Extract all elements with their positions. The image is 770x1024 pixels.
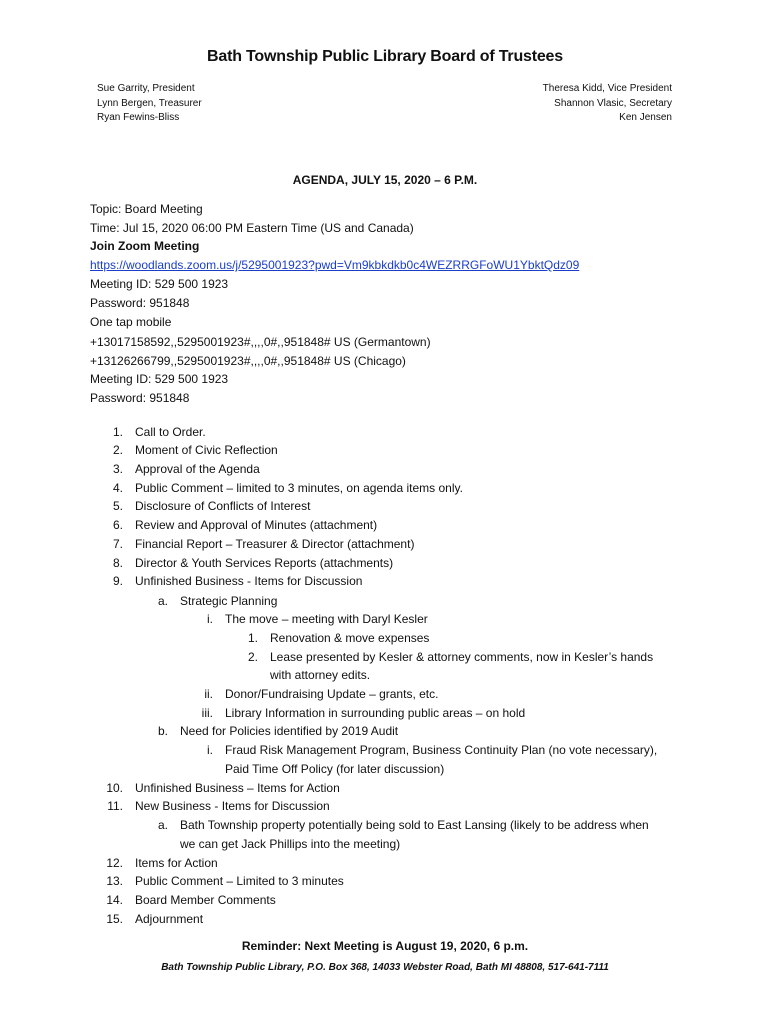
- agenda-item-number: 12.: [106, 856, 123, 870]
- sub-item-letter: a.: [157, 594, 168, 608]
- officers-left: [97, 82, 202, 126]
- document-title: Bath Township Public Library Board of Trustees: [207, 48, 563, 65]
- sub-item: Bath Township property potentially being sold to East Lansing (likely to be address when: [180, 818, 649, 832]
- sub-sub-item-continuation: with attorney edits.: [270, 668, 371, 682]
- agenda-item: Board Member Comments: [135, 893, 276, 907]
- agenda-item-number: 1.: [112, 425, 123, 439]
- agenda-item: Call to Order.: [135, 425, 206, 439]
- sub-item: Library Information in surrounding public areas – on hold: [225, 706, 526, 720]
- agenda-item-number: 10.: [106, 781, 123, 795]
- sub-item: Need for Policies identified by 2019 Audit: [180, 724, 399, 738]
- meeting-topic: Topic: Board Meeting: [90, 202, 203, 216]
- sub-item-roman: i.: [207, 612, 213, 626]
- agenda-item-number: 11.: [107, 799, 123, 813]
- meeting-password: Password: 951848: [90, 296, 190, 310]
- agenda-item-number: 2.: [112, 443, 123, 457]
- agenda-item-number: 6.: [112, 518, 123, 532]
- sub-item: The move – meeting with Daryl Kesler: [225, 612, 428, 626]
- sub-item-continuation: Paid Time Off Policy (for later discussion): [225, 762, 445, 776]
- next-meeting-reminder: Reminder: Next Meeting is August 19, 2020, 6 p.m.: [241, 939, 529, 953]
- agenda-item: Approval of the Agenda: [135, 462, 260, 476]
- sub-sub-item: Lease presented by Kesler & attorney comments, now in Kesler’s hands: [270, 650, 654, 664]
- agenda-item-number: 5.: [112, 499, 123, 513]
- sub-sub-item: Renovation & move expenses: [270, 631, 430, 645]
- meeting-id: Meeting ID: 529 500 1923: [90, 372, 229, 386]
- meeting-id: Meeting ID: 529 500 1923: [90, 277, 229, 291]
- zoom-meeting-link[interactable]: https://woodlands.zoom.us/j/5295001923?pwd=Vm9kbkdkb0c4WEZRRGFoWU1YbktQdz09: [90, 258, 580, 272]
- agenda-item: Unfinished Business - Items for Discussion: [135, 574, 363, 588]
- agenda-heading: AGENDA, JULY 15, 2020 – 6 P.M.: [292, 173, 478, 187]
- officer-member: Ken Jensen: [619, 112, 672, 123]
- agenda-item-number: 15.: [106, 912, 123, 926]
- agenda-item: Unfinished Business – Items for Action: [135, 781, 340, 795]
- sub-item: Fraud Risk Management Program, Business Continuity Plan (no vote necessary),: [225, 743, 658, 757]
- agenda-item: Moment of Civic Reflection: [135, 443, 278, 457]
- agenda-item: Director & Youth Services Reports (attachments): [135, 556, 394, 570]
- meeting-time: Time: Jul 15, 2020 06:00 PM Eastern Time (US and Canada): [90, 221, 414, 235]
- sub-item: Donor/Fundraising Update – grants, etc.: [225, 687, 439, 701]
- officer-vice-president: Theresa Kidd, Vice President: [542, 83, 672, 94]
- agenda-item-number: 8.: [112, 556, 123, 570]
- agenda-item-number: 13.: [106, 874, 123, 888]
- agenda-item: Public Comment – Limited to 3 minutes: [135, 874, 344, 888]
- officer-treasurer: Lynn Bergen, Treasurer: [97, 97, 202, 109]
- agenda-item: Public Comment – limited to 3 minutes, on agenda items only.: [135, 481, 463, 495]
- sub-item-roman: iii.: [201, 706, 213, 720]
- officer-president: Sue Garrity, President: [97, 83, 195, 94]
- sub-item-continuation: we can get Jack Phillips into the meeting): [180, 837, 401, 851]
- sub-item-letter: b.: [157, 724, 168, 738]
- one-tap-mobile-label: One tap mobile: [90, 315, 172, 329]
- agenda-item-number: 7.: [112, 537, 123, 551]
- sub-item: Strategic Planning: [180, 594, 278, 608]
- agenda-item: Disclosure of Conflicts of Interest: [135, 499, 311, 513]
- join-zoom-heading: Join Zoom Meeting: [90, 239, 200, 253]
- agenda-item: Financial Report – Treasurer & Director (attachment): [135, 537, 415, 551]
- officer-member: Ryan Fewins-Bliss: [97, 112, 180, 123]
- officer-secretary: Shannon Vlasic, Secretary: [554, 97, 672, 109]
- library-address-footer: Bath Township Public Library, P.O. Box 368, 14033 Webster Road, Bath MI 48808, 517-641-7111: [161, 962, 609, 973]
- sub-item-roman: ii.: [204, 687, 213, 701]
- sub-item-letter: a.: [157, 818, 168, 832]
- phone-chicago: +13126266799,,5295001923#,,,,0#,,951848# US (Chicago): [90, 354, 406, 368]
- agenda-item-number: 14.: [106, 893, 123, 907]
- sub-item-roman: i.: [207, 743, 213, 757]
- agenda-item: Items for Action: [135, 856, 218, 870]
- officers-right: [543, 82, 672, 126]
- agenda-item: Review and Approval of Minutes (attachment): [135, 518, 378, 532]
- sub-sub-item-number: 2.: [247, 650, 258, 664]
- agenda-item-number: 4.: [112, 481, 123, 495]
- meeting-password: Password: 951848: [90, 391, 190, 405]
- agenda-item: New Business - Items for Discussion: [135, 799, 330, 813]
- phone-germantown: +13017158592,,5295001923#,,,,0#,,951848# US (Germantown): [90, 335, 431, 349]
- agenda-item-number: 9.: [112, 574, 123, 588]
- agenda-item: Adjournment: [135, 912, 204, 926]
- agenda-item-number: 3.: [112, 462, 123, 476]
- sub-sub-item-number: 1.: [247, 631, 258, 645]
